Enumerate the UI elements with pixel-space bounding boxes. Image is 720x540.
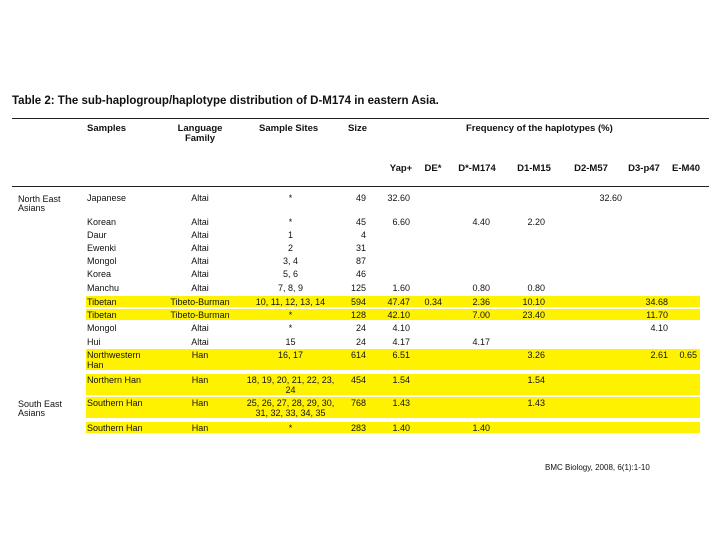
cell-yap: 32.60 bbox=[387, 193, 410, 203]
header-rule bbox=[12, 186, 709, 187]
header-d1-m15: D1-M15 bbox=[517, 163, 551, 174]
cell-d: 1.40 bbox=[472, 423, 490, 433]
cell-lang: Altai bbox=[191, 243, 209, 253]
header-de: DE* bbox=[424, 163, 442, 174]
cell-d3: 2.61 bbox=[650, 350, 668, 360]
cell-lang: Han bbox=[191, 398, 209, 408]
cell-line: 15 bbox=[285, 337, 296, 347]
cell-size: 24 bbox=[355, 337, 366, 347]
cell-sample bbox=[87, 423, 143, 433]
group-label-south-east: South East Asians bbox=[18, 399, 63, 418]
cell-line: * bbox=[288, 423, 293, 433]
cell-size: 49 bbox=[355, 193, 366, 203]
header-language: Language bbox=[177, 123, 223, 134]
cell-sites bbox=[243, 297, 338, 307]
cell-d1: 0.80 bbox=[527, 283, 545, 293]
header-e-m40: E-M40 bbox=[672, 163, 700, 174]
cell-line: 10, 11, 12, 13, 14 bbox=[255, 297, 326, 307]
cell-size: 454 bbox=[350, 375, 366, 385]
cell-yap: 4.10 bbox=[392, 323, 410, 333]
cell-sites bbox=[243, 350, 338, 360]
cell-size: 4 bbox=[360, 230, 366, 240]
cell-sites bbox=[243, 193, 338, 203]
cell-line: Manchu bbox=[87, 283, 120, 293]
top-rule bbox=[12, 118, 709, 119]
cell-sample bbox=[87, 243, 116, 253]
cell-line: 2 bbox=[287, 243, 293, 253]
cell-d: 0.80 bbox=[472, 283, 490, 293]
cell-line: 24 bbox=[285, 385, 296, 395]
cell-size: 24 bbox=[355, 323, 366, 333]
cell-size: 594 bbox=[350, 297, 366, 307]
cell-sample bbox=[87, 323, 117, 333]
cell-line: Mongol bbox=[87, 323, 117, 333]
cell-yap: 1.60 bbox=[392, 283, 410, 293]
cell-lang: Altai bbox=[191, 217, 209, 227]
header-yap: Yap+ bbox=[389, 163, 413, 174]
cell-line: * bbox=[288, 323, 293, 333]
cell-yap: 6.60 bbox=[392, 217, 410, 227]
cell-lang: Altai bbox=[191, 230, 209, 240]
cell-line: Mongol bbox=[87, 256, 117, 266]
cell-line: Northern Han bbox=[87, 375, 142, 385]
group-label-north-east: North East Asians bbox=[18, 194, 61, 213]
cell-yap: 6.51 bbox=[392, 350, 410, 360]
cell-de: 0.34 bbox=[424, 297, 442, 307]
cell-line: Japanese bbox=[87, 193, 127, 203]
cell-d2: 32.60 bbox=[599, 193, 622, 203]
cell-lang: Altai bbox=[191, 283, 209, 293]
cell-sites bbox=[243, 337, 338, 347]
cell-size: 125 bbox=[350, 283, 366, 293]
cell-sample bbox=[87, 230, 107, 240]
cell-line: Hui bbox=[87, 337, 101, 347]
cell-lang: Han bbox=[191, 423, 209, 433]
cell-d3: 11.70 bbox=[646, 310, 668, 320]
cell-sites bbox=[243, 217, 338, 227]
cell-size: 46 bbox=[355, 269, 366, 279]
cell-size: 128 bbox=[350, 310, 366, 320]
cell-sample bbox=[87, 337, 101, 347]
cell-sample bbox=[87, 283, 119, 293]
cell-sites bbox=[243, 256, 338, 266]
header-sample-sites: Sample Sites bbox=[259, 123, 319, 134]
header-d2-m57: D2-M57 bbox=[574, 163, 608, 174]
cell-line: 7, 8, 9 bbox=[277, 283, 304, 293]
cell-sample bbox=[87, 256, 117, 266]
cell-sample bbox=[87, 269, 111, 279]
cell-sample bbox=[87, 310, 117, 320]
cell-line: Daur bbox=[87, 230, 107, 240]
cell-d1: 2.20 bbox=[527, 217, 545, 227]
cell-lang: Altai bbox=[191, 193, 209, 203]
cell-yap: 47.47 bbox=[387, 297, 410, 307]
cell-line: * bbox=[288, 310, 293, 320]
cell-d: 4.40 bbox=[472, 217, 490, 227]
cell-yap: 1.43 bbox=[392, 398, 410, 408]
cell-size: 768 bbox=[350, 398, 366, 408]
cell-d3: 4.10 bbox=[650, 323, 668, 333]
cell-d: 7.00 bbox=[472, 310, 490, 320]
cell-size: 87 bbox=[355, 256, 366, 266]
cell-line: Ewenki bbox=[87, 243, 117, 253]
cell-line: Southern Han bbox=[87, 398, 143, 408]
cell-lang: Tibeto-Burman bbox=[170, 310, 230, 320]
cell-line: Han bbox=[87, 360, 104, 370]
cell-d1: 3.26 bbox=[527, 350, 545, 360]
header-language-family bbox=[165, 124, 235, 144]
cell-sites bbox=[243, 243, 338, 253]
cell-line: 18, 19, 20, 21, 22, 23, bbox=[246, 375, 335, 385]
cell-line: * bbox=[288, 193, 293, 203]
cell-yap: 42.10 bbox=[387, 310, 410, 320]
cell-sample bbox=[87, 350, 141, 370]
cell-lang: Han bbox=[191, 375, 209, 385]
cell-line: 31, 32, 33, 34, 35 bbox=[255, 408, 326, 418]
cell-lang: Altai bbox=[191, 269, 209, 279]
header-frequency: Frequency of the haplotypes (%) bbox=[466, 123, 613, 134]
cell-size: 45 bbox=[355, 217, 366, 227]
cell-e: 0.65 bbox=[679, 350, 697, 360]
cell-sites bbox=[243, 283, 338, 293]
cell-sites bbox=[243, 323, 338, 333]
cell-d1: 1.54 bbox=[527, 375, 545, 385]
cell-line: * bbox=[288, 217, 293, 227]
cell-line: Tibetan bbox=[87, 297, 117, 307]
citation: BMC Biology, 2008, 6(1):1-10 bbox=[545, 463, 650, 472]
cell-line: Northwestern bbox=[87, 350, 141, 360]
header-family: Family bbox=[184, 133, 216, 144]
cell-d1: 1.43 bbox=[527, 398, 545, 408]
cell-line: 16, 17 bbox=[277, 350, 304, 360]
cell-size: 283 bbox=[350, 423, 366, 433]
cell-lang: Altai bbox=[191, 256, 209, 266]
cell-sites bbox=[243, 423, 338, 433]
cell-sample bbox=[87, 217, 116, 227]
cell-sample bbox=[87, 193, 126, 203]
cell-size: 31 bbox=[355, 243, 366, 253]
cell-lang: Han bbox=[191, 350, 209, 360]
cell-sites bbox=[243, 269, 338, 279]
cell-lang: Tibeto-Burman bbox=[170, 297, 230, 307]
table-title: Table 2: The sub-haplogroup/haplotype distribution of D-M174 in eastern Asia. bbox=[12, 95, 439, 107]
header-d3-p47: D3-p47 bbox=[628, 163, 660, 174]
cell-line: 5, 6 bbox=[282, 269, 298, 279]
cell-d: 2.36 bbox=[472, 297, 490, 307]
cell-lang: Altai bbox=[191, 337, 209, 347]
cell-sites bbox=[243, 398, 338, 418]
cell-sites bbox=[243, 375, 338, 395]
cell-yap: 1.54 bbox=[392, 375, 410, 385]
cell-line: 3, 4 bbox=[282, 256, 298, 266]
cell-line: 25, 26, 27, 28, 29, 30, bbox=[246, 398, 335, 408]
cell-sites bbox=[243, 310, 338, 320]
cell-line: Tibetan bbox=[87, 310, 117, 320]
cell-sites bbox=[243, 230, 338, 240]
cell-line: Southern Han bbox=[87, 423, 143, 433]
cell-size: 614 bbox=[350, 350, 366, 360]
cell-d1: 10.10 bbox=[522, 297, 545, 307]
cell-lang: Altai bbox=[191, 323, 209, 333]
header-d-m174: D*-M174 bbox=[458, 163, 496, 174]
header-size: Size bbox=[348, 123, 368, 134]
cell-d1: 23.40 bbox=[522, 310, 545, 320]
cell-sample bbox=[87, 398, 143, 408]
cell-yap: 4.17 bbox=[392, 337, 410, 347]
cell-d: 4.17 bbox=[472, 337, 490, 347]
cell-d3: 34.68 bbox=[645, 297, 668, 307]
cell-line: Korean bbox=[87, 217, 117, 227]
cell-sample bbox=[87, 375, 141, 385]
header-samples: Samples bbox=[87, 123, 127, 134]
cell-sample bbox=[87, 297, 117, 307]
cell-line: 1 bbox=[287, 230, 293, 240]
cell-yap: 1.40 bbox=[392, 423, 410, 433]
cell-line: Korea bbox=[87, 269, 112, 279]
